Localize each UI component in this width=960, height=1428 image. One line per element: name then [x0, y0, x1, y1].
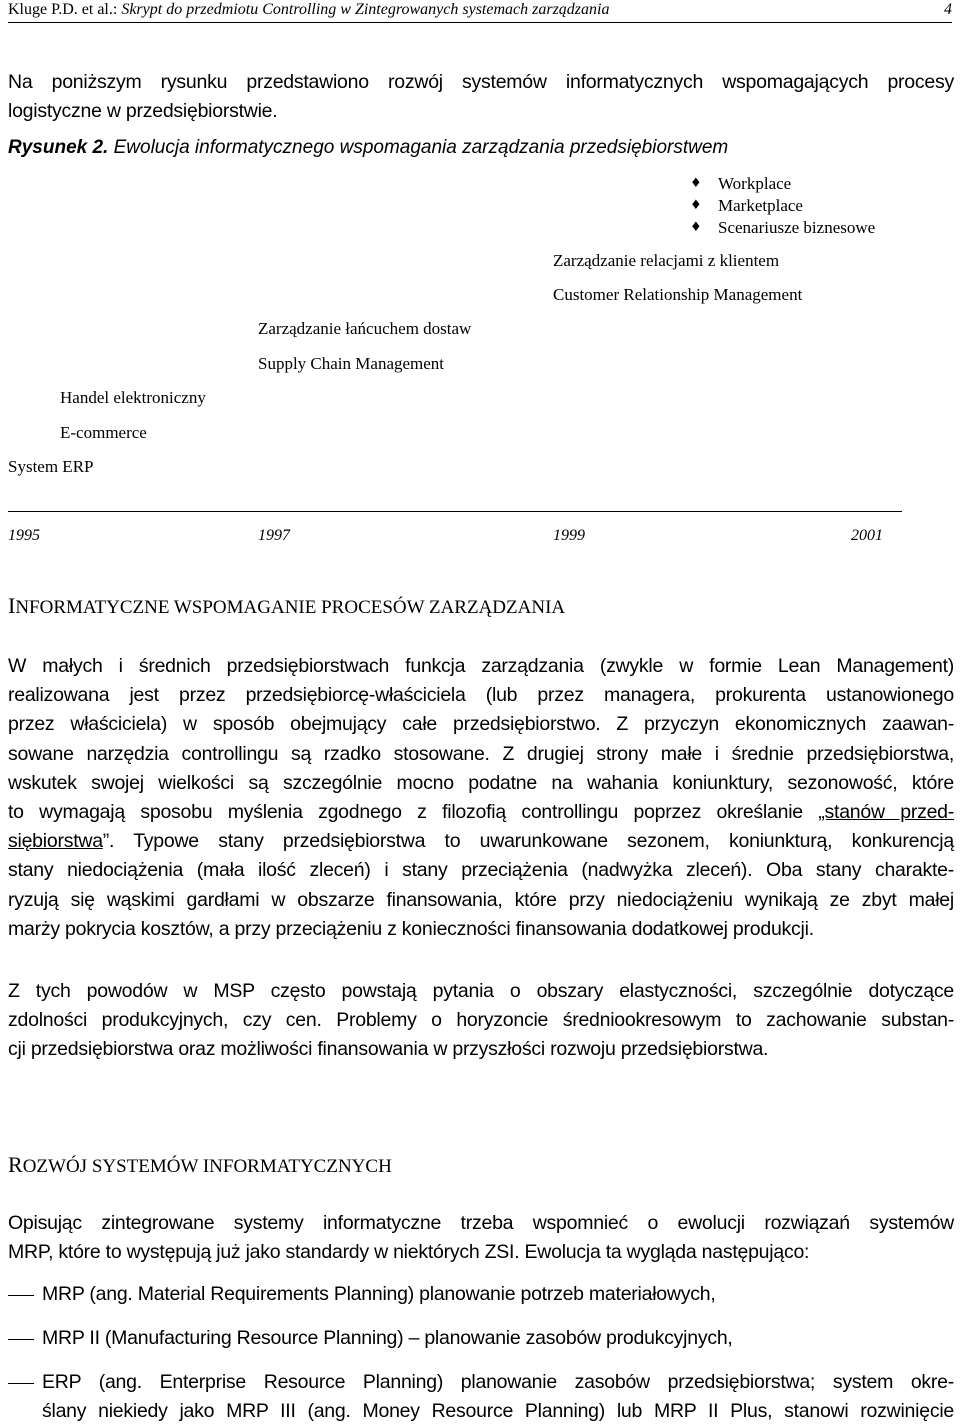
diamond-bullet-icon: ♦ — [690, 198, 702, 213]
paragraph-line: siębiorstwa”. Typowe stany przedsiębiorstwa to uwarunkowane sezonem, koniunkturą, konkurencją — [8, 830, 954, 853]
paragraph-line: MRP, które to występują już jako standardy w niektórych ZSI. Ewolucja ta wygląda następująco: — [8, 1241, 810, 1264]
scm-label-pl: Zarządzanie łańcuchem dostaw — [258, 319, 472, 338]
diamond-bullet-icon: ♦ — [690, 176, 702, 191]
crm-label-en: Customer Relationship Management — [553, 285, 803, 304]
year-label: 1999 — [553, 527, 585, 544]
header-title: Kluge P.D. et al.: Skrypt do przedmiotu Controlling w Zintegrowanych systemach zarządzania — [8, 1, 610, 18]
year-label: 2001 — [851, 527, 883, 544]
list-item — [42, 1324, 954, 1353]
list-item-line: ślany niekiedy jako MRP III (ang. Money Resource Planning) lub MRP II Plus, stanowi rozwinięcie — [42, 1400, 954, 1423]
section1-paragraph-2 — [8, 977, 954, 1065]
section2-paragraph — [8, 1209, 954, 1267]
page-number: 4 — [944, 1, 952, 18]
bullet-item: Scenariusze biznesowe — [718, 218, 876, 237]
underlined-term: „stanów przed- — [818, 800, 955, 823]
paragraph-line: ryzują się wąskimi gardłami w obszarze finansowania, które przy niedociążeniu wynikają ze zbyt małej — [8, 888, 954, 911]
diamond-bullet-icon: ♦ — [690, 220, 702, 235]
underlined-term: siębiorstwa — [8, 830, 103, 853]
paragraph-line: wskutek swojej wielkości są szczególnie mocno podatne na wahania koniunktury, sezonowość, które — [8, 771, 954, 794]
dash-bullet-icon — [8, 1295, 34, 1296]
intro-line: Na poniższym rysunku przedstawiono rozwój systemów informatycznych wspomagających procesy — [8, 71, 954, 93]
ecommerce-label-en: E-commerce — [60, 423, 147, 442]
intro-paragraph — [8, 68, 954, 126]
paragraph-line: W małych i średnich przedsiębiorstwach funkcja zarządzania (zwykle w formie Lean Management) — [8, 655, 954, 677]
list-item-line: MRP (ang. Material Requirements Planning) planowanie potrzeb materiałowych, — [42, 1283, 716, 1305]
year-label: 1995 — [8, 527, 40, 544]
crm-label-pl: Zarządzanie relacjami z klientem — [553, 251, 780, 270]
paragraph-line: Opisując zintegrowane systemy informatyczne trzeba wspomnieć o ewolucji rozwiązań systemów — [8, 1212, 954, 1234]
list-item-line: MRP II (Manufacturing Resource Planning) – planowanie zasobów produkcyjnych, — [42, 1327, 733, 1349]
paragraph-line: przez właściciela) w sposób obejmujący całe przedsiębiorstwo. Z przyczyn ekonomicznych zaawan- — [8, 713, 954, 736]
paragraph-line: sowane narzędzia controllingu są rzadko stosowane. Z drugiej strony małe i średnie przedsiębiorstwa, — [8, 742, 954, 765]
bullet-item: Workplace — [718, 174, 792, 193]
paragraph-line: Z tych powodów w MSP często powstają pytania o obszary elastyczności, szczególnie dotyczące — [8, 980, 954, 1002]
dash-bullet-icon — [8, 1339, 34, 1340]
intro-line: logistyczne w przedsiębiorstwie. — [8, 100, 278, 123]
list-item — [42, 1368, 954, 1426]
section1-paragraph-1 — [8, 652, 954, 944]
erp-label: System ERP — [8, 457, 94, 476]
paragraph-line: marży pokrycia kosztów, a przy przeciążeniu z konieczności finansowania dodatkowej produkcji. — [8, 917, 814, 940]
paragraph-line: realizowana jest przez przedsiębiorcę-właściciela (lub przez managera, prokurenta ustanowionego — [8, 684, 954, 707]
timeline-axis — [8, 511, 902, 512]
paragraph-line: to wymagają sposobu myślenia zgodnego z filozofią controllingu poprzez określanie „stanów przed- — [8, 800, 955, 823]
section-heading: INFORMATYCZNE WSPOMAGANIE PROCESÓW ZARZĄDZANIA — [8, 593, 566, 618]
list-item — [42, 1280, 954, 1309]
paragraph-line: cji przedsiębiorstwa oraz możliwości finansowania w przyszłości rozwoju przedsiębiorstwa. — [8, 1038, 769, 1061]
paragraph-line: stany niedociążenia (mała ilość zleceń) i stany przeciążenia (nadwyżka zleceń). Oba stany charakte- — [8, 859, 954, 882]
year-label: 1997 — [258, 527, 290, 544]
scm-label-en: Supply Chain Management — [258, 354, 445, 373]
list-item-line: ERP (ang. Enterprise Resource Planning) planowanie zasobów przedsiębiorstwa; system okre- — [42, 1371, 954, 1393]
paragraph-line: zdolności produkcyjnych, czy cen. Problemy o horyzoncie średniookresowym to zachowanie substan- — [8, 1009, 954, 1032]
ecommerce-label-pl: Handel elektroniczny — [60, 388, 206, 407]
dash-bullet-icon — [8, 1383, 34, 1384]
figure-title: Rysunek 2. Ewolucja informatycznego wspomagania zarządzania przedsiębiorstwem — [8, 137, 729, 158]
running-header — [8, 0, 952, 23]
bullet-item: Marketplace — [718, 196, 803, 215]
section-heading: ROZWÓJ SYSTEMÓW INFORMATYCZNYCH — [8, 1152, 392, 1177]
